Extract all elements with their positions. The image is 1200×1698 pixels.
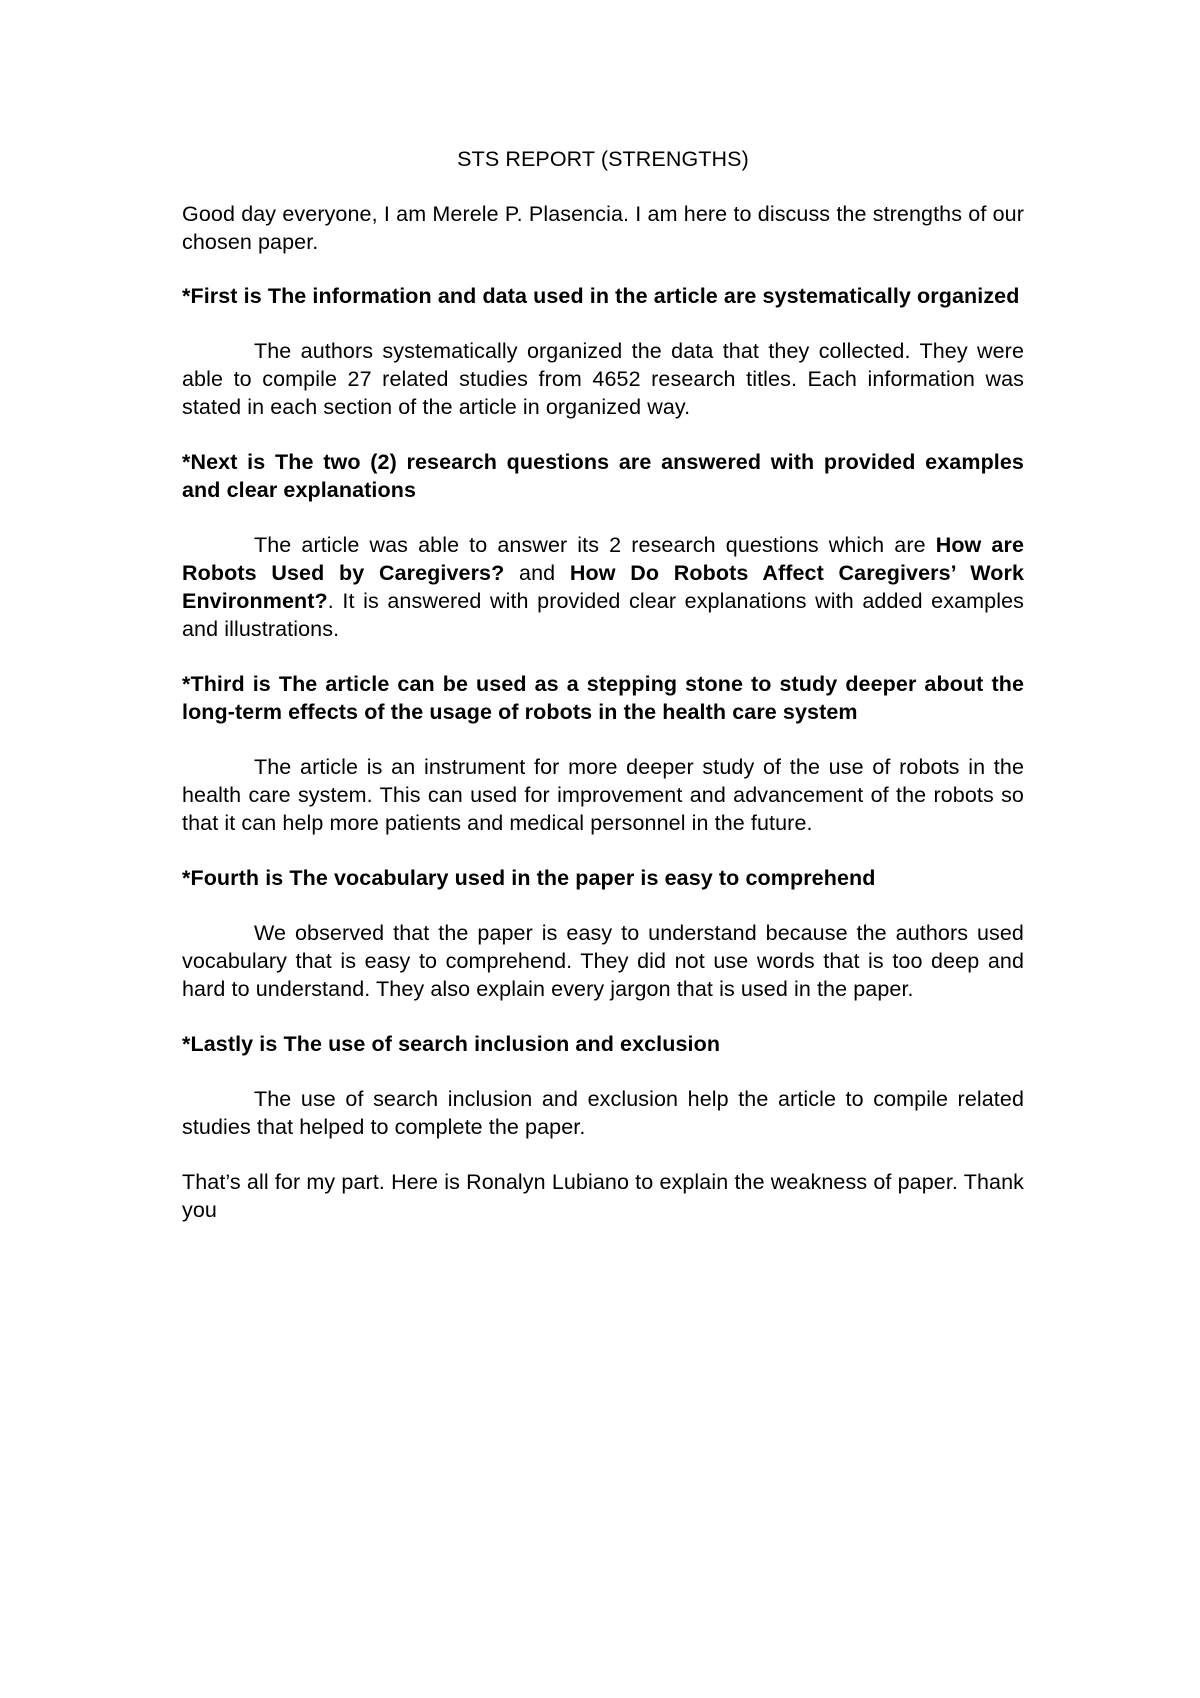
document-title: STS REPORT (STRENGTHS) (457, 147, 749, 171)
body-tail-text: . It is answered with provided clear explanations with added examples and illustrations. (182, 589, 1024, 641)
section-body-third: The article is an instrument for more deeper study of the use of robots in the health care system. This can used for improvement and advancement of the robots so that it can help more patients and medical personnel in the future. (182, 755, 1024, 835)
section-heading-lastly: *Lastly is The use of search inclusion and exclusion (182, 1032, 721, 1056)
section-heading-fourth: *Fourth is The vocabulary used in the paper is easy to comprehend (182, 866, 876, 890)
section-heading-first: *First is The information and data used in the article are systematically organized (182, 284, 1020, 308)
research-question-2: How Do Robots Affect Caregivers’ Work Environment? (182, 561, 1025, 613)
intro-paragraph: Good day everyone, I am Merele P. Plasencia. I am here to discuss the strengths of our chosen paper. (182, 202, 1024, 254)
research-question-1: How are Robots Used by Caregivers? (182, 533, 1025, 585)
section-body-first: The authors systematically organized the data that they collected. They were able to compile 27 related studies from 4652 research titles. Each information was stated in each section of the article in organized way. (182, 339, 1024, 419)
closing-paragraph: That’s all for my part. Here is Ronalyn Lubiano to explain the weakness of paper. Thank you (182, 1170, 1024, 1222)
body-mid-text: and (504, 561, 570, 585)
section-body-next (182, 531, 1024, 643)
section-heading-third: *Third is The article can be used as a stepping stone to study deeper about the long-term effects of the usage of robots in the health care system (182, 672, 1024, 724)
section-heading-next: *Next is The two (2) research questions are answered with provided examples and clear explanations (182, 450, 1024, 502)
document-page (182, 145, 1024, 1224)
section-body-lastly: The use of search inclusion and exclusion help the article to compile related studies that helped to complete the paper. (182, 1087, 1024, 1139)
section-body-fourth: We observed that the paper is easy to understand because the authors used vocabulary that is easy to comprehend. They did not use words that is too deep and hard to understand. They also explain every jargon that is used in the paper. (182, 921, 1024, 1001)
body-lead-text: The article was able to answer its 2 research questions which are (254, 533, 936, 557)
